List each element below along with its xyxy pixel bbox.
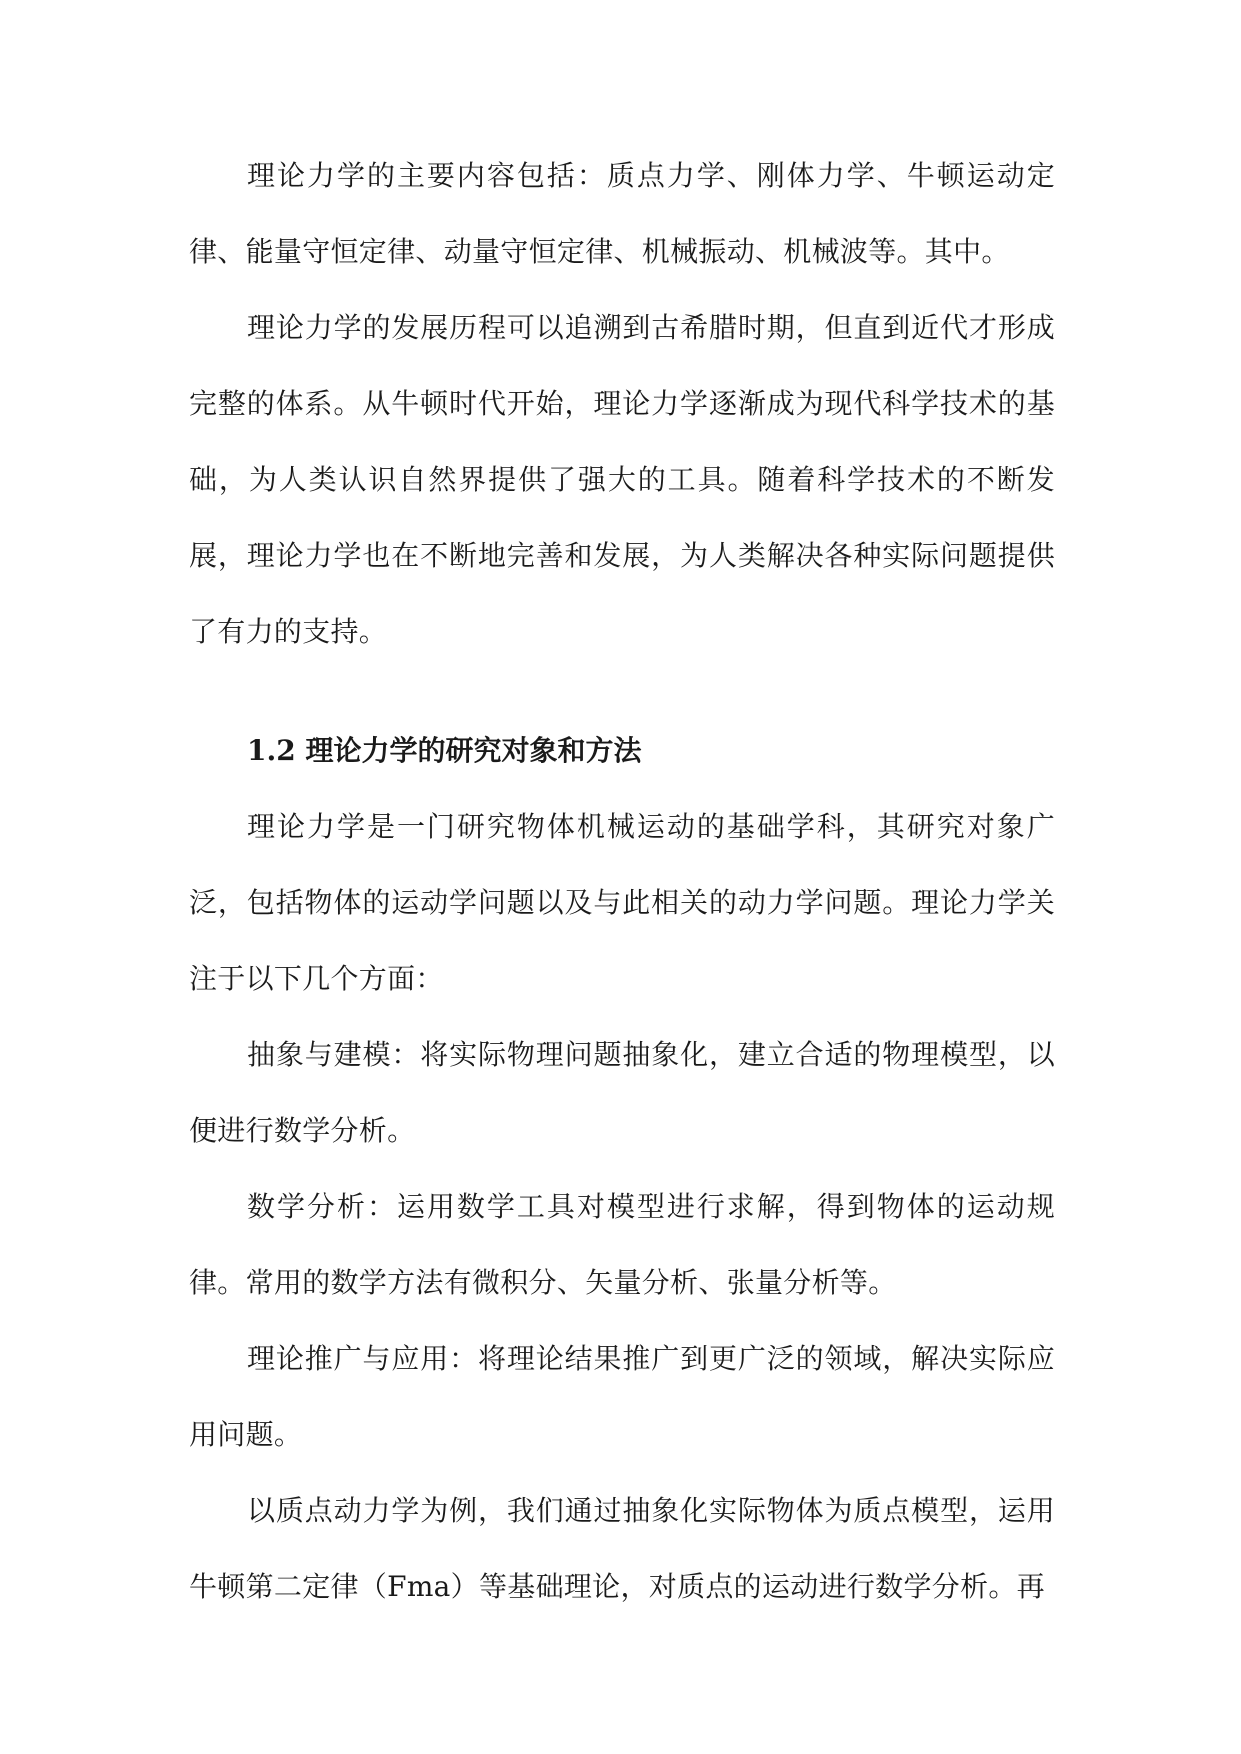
- paragraph-math-analysis: 数学分析：运用数学工具对模型进行求解，得到物体的运动规律。常用的数学方法有微积分、矢量分析、张量分析等。: [189, 1190, 1055, 1299]
- paragraph-research-object: 理论力学是一门研究物体机械运动的基础学科，其研究对象广泛，包括物体的运动学问题以及与此相关的动力学问题。理论力学关注于以下几个方面：: [189, 810, 1055, 995]
- document-page: [189, 138, 1055, 1625]
- paragraph-history: 理论力学的发展历程可以追溯到古希腊时期，但直到近代才形成完整的体系。从牛顿时代开始，理论力学逐渐成为现代科学技术的基础，为人类认识自然界提供了强大的工具。随着科学技术的不断发展，理论力学也在不断地完善和发展，为人类解决各种实际问题提供了有力的支持。: [189, 311, 1055, 648]
- paragraph-example: 以质点动力学为例，我们通过抽象化实际物体为质点模型，运用牛顿第二定律（Fma）等基础理论，对质点的运动进行数学分析。再: [189, 1494, 1055, 1603]
- paragraph-theory-application: 理论推广与应用：将理论结果推广到更广泛的领域，解决实际应用问题。: [189, 1342, 1055, 1451]
- paragraph-main-content: 理论力学的主要内容包括：质点力学、刚体力学、牛顿运动定律、能量守恒定律、动量守恒定律、机械振动、机械波等。其中。: [189, 159, 1055, 268]
- section-heading: 1.2 理论力学的研究对象和方法: [247, 734, 642, 767]
- paragraph-abstraction-modeling: 抽象与建模：将实际物理问题抽象化，建立合适的物理模型，以便进行数学分析。: [189, 1038, 1055, 1147]
